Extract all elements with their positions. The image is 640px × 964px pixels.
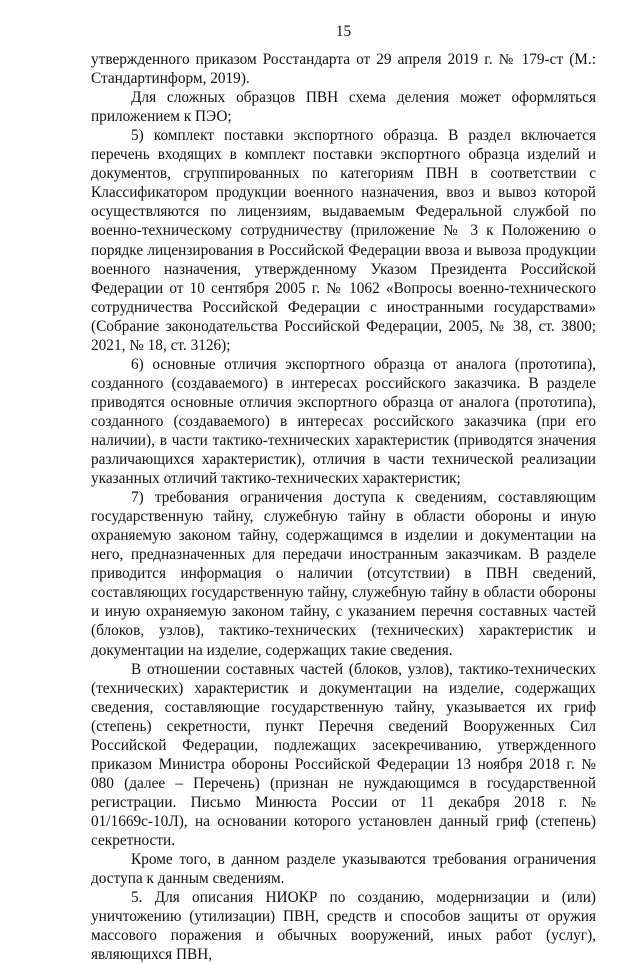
paragraph: 5) комплект поставки экспортного образца. В раздел включается перечень входящих в комплект поставки экспортного образца изделий и документов, сгруппированных по категориям ПВН в соответствии с Классификатором продукции военного назначения, ввоз и вывоз которой осуществляются по лицензиям, выдаваемым Федеральной службой по военно-техническому сотрудничеству (приложение № 3 к Положению о порядке лицензирования в Российской Федерации ввоза и вывоза продукции военного назначения, утвержденному Указом Президента Российской Федерации от 10 сентября 2005 г. № 1062 «Вопросы военно-технического сотрудничества Российской Федерации с иностранными государствами» (Собрание законодательства Российской Федерации, 2005, № 38, ст. 3800; 2021, № 18, ст. 3126); bbox=[91, 127, 596, 354]
page-number: 15 bbox=[335, 23, 352, 40]
document-body bbox=[91, 50, 596, 964]
paragraph: утвержденного приказом Росстандарта от 29 апреля 2019 г. № 179-ст (М.: Стандартинформ, 2019). bbox=[91, 51, 596, 88]
paragraph: 6) основные отличия экспортного образца от аналога (прототипа), созданного (создаваемого) в интересах российского заказчика. В разделе приводятся основные отличия экспортного образца от аналога (прототипа), созданного (создаваемого) в интересах российского заказчика (при его наличии), в части тактико-технических характеристик (приводятся значения различающихся характеристик), отличия в части технической реализации указанных отличий тактико-технических характеристик; bbox=[91, 355, 596, 488]
paragraph: 7) требования ограничения доступа к сведениям, составляющим государственную тайну, служебную тайну в области обороны и иную охраняемую законом тайну, содержащимся в изделии и документации на него, предназначенных для передачи иностранным заказчикам. В разделе приводится информация о наличии (отсутствии) в ПВН сведений, составляющих государственную тайну, служебную тайну в области обороны и иную охраняемую законом тайну, с указанием перечня составных частей (блоков, узлов), тактико-технических (технических) характеристик и документации на изделие, содержащих такие сведения. bbox=[91, 489, 596, 659]
paragraph: Для сложных образцов ПВН схема деления может оформляться приложением к ПЭО; bbox=[91, 89, 596, 126]
paragraph: В отношении составных частей (блоков, узлов), тактико-технических (технических) характеристик и документации на изделие, содержащих сведения, составляющие государственную тайну, указывается их гриф (степень) секретности, пункт Перечня сведений Вооруженных Сил Российской Федерации, подлежащих засекречиванию, утвержденного приказом Министра обороны Российской Федерации 13 ноября 2018 г. № 080 (далее – Перечень) (признан не нуждающимся в государственной регистрации. Письмо Минюста России от 11 декабря 2018 г. № 01/1669с-10Л), на основании которого установлен данный гриф (степень) секретности. bbox=[91, 660, 596, 849]
paragraph: 5. Для описания НИОКР по созданию, модернизации и (или) уничтожению (утилизации) ПВН, средств и способов защиты от оружия массового поражения и обычных вооружений, иных работ (услуг), являющихся ПВН, bbox=[91, 889, 596, 964]
paragraph: Кроме того, в данном разделе указываются требования ограничения доступа к данным сведениям. bbox=[91, 851, 596, 888]
